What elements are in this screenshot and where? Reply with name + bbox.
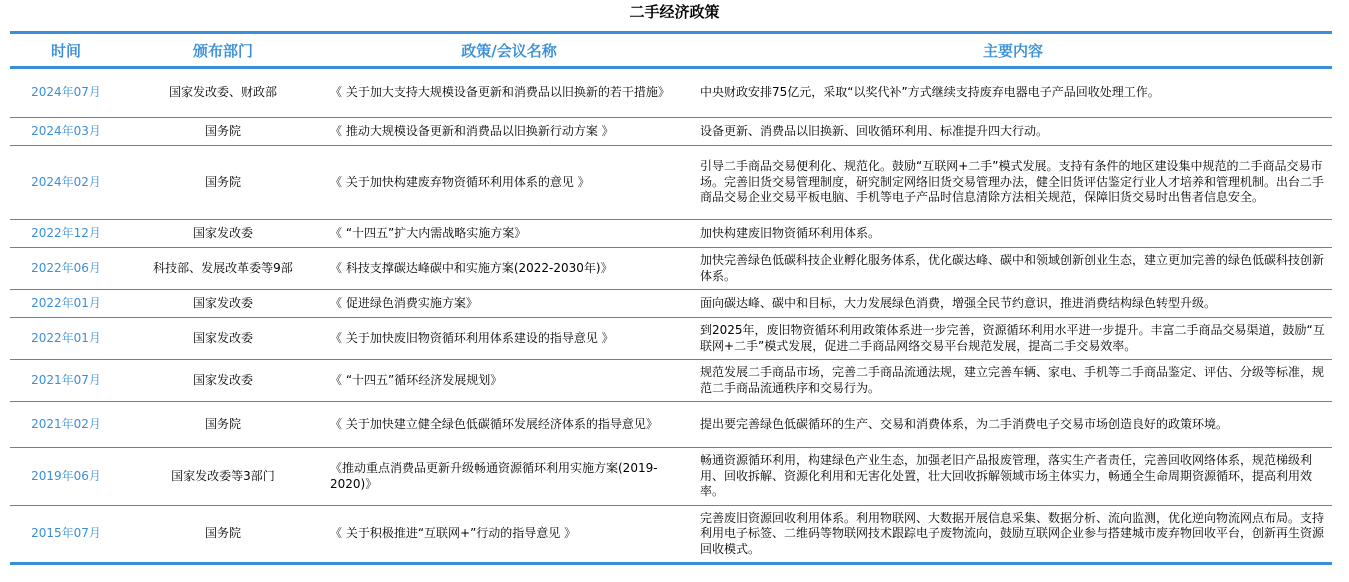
cell-dept: 科技部、发展改革委等9部 — [122, 248, 324, 290]
cell-time: 2022年01月 — [10, 290, 122, 318]
table-row — [10, 360, 1332, 402]
cell-content: 提出要完善绿色低碳循环的生产、交易和消费体系，为二手消费电子交易市场创造良好的政策环境。 — [694, 402, 1332, 448]
cell-name: 《推动重点消费品更新升级畅通资源循环利用实施方案(2019-2020)》 — [324, 448, 694, 506]
cell-content: 完善废旧资源回收利用体系。利用物联网、大数据开展信息采集、数据分析、流向监测，优化逆向物流网点布局。支持利用电子标签、二维码等物联网技术跟踪电子废物流向，鼓励互联网企业参与搭建城市废弃物回收平台，创新再生资源回收模式。 — [694, 506, 1332, 564]
cell-dept: 国家发改委等3部门 — [122, 448, 324, 506]
cell-name: 《 推动大规模设备更新和消费品以旧换新行动方案 》 — [324, 118, 694, 146]
cell-dept: 国务院 — [122, 402, 324, 448]
table-row — [10, 118, 1332, 146]
cell-content: 加快完善绿色低碳科技企业孵化服务体系，优化碳达峰、碳中和领域创新创业生态，建立更加完善的绿色低碳科技创新体系。 — [694, 248, 1332, 290]
cell-dept: 国务院 — [122, 506, 324, 564]
table-row — [10, 248, 1332, 290]
cell-content: 设备更新、消费品以旧换新、回收循环利用、标准提升四大行动。 — [694, 118, 1332, 146]
header-time: 时间 — [10, 33, 122, 68]
cell-dept: 国家发改委 — [122, 220, 324, 248]
cell-name: 《 促进绿色消费实施方案》 — [324, 290, 694, 318]
table-row — [10, 506, 1332, 564]
cell-name: 《 关于加快建立健全绿色低碳循环发展经济体系的指导意见》 — [324, 402, 694, 448]
table-row — [10, 68, 1332, 118]
table-row — [10, 318, 1332, 360]
cell-name: 《 关于加大支持大规模设备更新和消费品以旧换新的若干措施》 — [324, 68, 694, 118]
cell-time: 2024年07月 — [10, 68, 122, 118]
cell-name: 《 科技支撑碳达峰碳中和实施方案(2022-2030年)》 — [324, 248, 694, 290]
cell-time: 2015年07月 — [10, 506, 122, 564]
header-name: 政策/会议名称 — [324, 33, 694, 68]
cell-time: 2022年06月 — [10, 248, 122, 290]
cell-content: 中央财政安排75亿元，采取“以奖代补”方式继续支持废弃电器电子产品回收处理工作。 — [694, 68, 1332, 118]
cell-name: 《 “十四五”扩大内需战略实施方案》 — [324, 220, 694, 248]
cell-name: 《 关于加快废旧物资循环利用体系建设的指导意见 》 — [324, 318, 694, 360]
table-row — [10, 146, 1332, 220]
table-row — [10, 448, 1332, 506]
cell-content: 到2025年，废旧物资循环利用政策体系进一步完善，资源循环利用水平进一步提升。丰富二手商品交易渠道，鼓励“互联网+二手”模式发展，促进二手商品网络交易平台规范发展，提高二手交易效率。 — [694, 318, 1332, 360]
cell-content: 面向碳达峰、碳中和目标，大力发展绿色消费，增强全民节约意识，推进消费结构绿色转型升级。 — [694, 290, 1332, 318]
cell-time: 2021年02月 — [10, 402, 122, 448]
cell-content: 畅通资源循环利用，构建绿色产业生态，加强老旧产品报废管理，落实生产者责任，完善回收网络体系，规范梯级利用、回收拆解、资源化利用和无害化处置，壮大回收拆解领域市场主体实力，畅通全生命周期资源循环，提高利用效率。 — [694, 448, 1332, 506]
cell-content: 引导二手商品交易便利化、规范化。鼓励“互联网+二手”模式发展。支持有条件的地区建设集中规范的二手商品交易市场。完善旧货交易管理制度，研究制定网络旧货交易管理办法，健全旧货评估鉴定行业人才培养和管理机制。出台二手商品交易企业交易平板电脑、手机等电子产品时信息清除方法相关规范，保障旧货交易时出售者信息安全。 — [694, 146, 1332, 220]
cell-time: 2022年01月 — [10, 318, 122, 360]
cell-dept: 国家发改委 — [122, 318, 324, 360]
cell-time: 2021年07月 — [10, 360, 122, 402]
cell-dept: 国务院 — [122, 146, 324, 220]
cell-name: 《 关于加快构建废弃物资循环利用体系的意见 》 — [324, 146, 694, 220]
cell-time: 2024年02月 — [10, 146, 122, 220]
cell-dept: 国家发改委 — [122, 290, 324, 318]
table-row — [10, 402, 1332, 448]
table-row — [10, 290, 1332, 318]
cell-time: 2022年12月 — [10, 220, 122, 248]
cell-time: 2019年06月 — [10, 448, 122, 506]
table-row — [10, 220, 1332, 248]
cell-content: 加快构建废旧物资循环利用体系。 — [694, 220, 1332, 248]
header-row — [10, 33, 1332, 68]
cell-name: 《 “十四五”循环经济发展规划》 — [324, 360, 694, 402]
cell-dept: 国家发改委、财政部 — [122, 68, 324, 118]
cell-dept: 国务院 — [122, 118, 324, 146]
cell-name: 《 关于积极推进“互联网+”行动的指导意见 》 — [324, 506, 694, 564]
cell-dept: 国家发改委 — [122, 360, 324, 402]
header-content: 主要内容 — [694, 33, 1332, 68]
header-dept: 颁布部门 — [122, 33, 324, 68]
cell-time: 2024年03月 — [10, 118, 122, 146]
page-title: 二手经济政策 — [629, 3, 720, 21]
cell-content: 规范发展二手商品市场，完善二手商品流通法规，建立完善车辆、家电、手机等二手商品鉴定、评估、分级等标准，规范二手商品流通秩序和交易行为。 — [694, 360, 1332, 402]
policy-table — [10, 31, 1332, 565]
